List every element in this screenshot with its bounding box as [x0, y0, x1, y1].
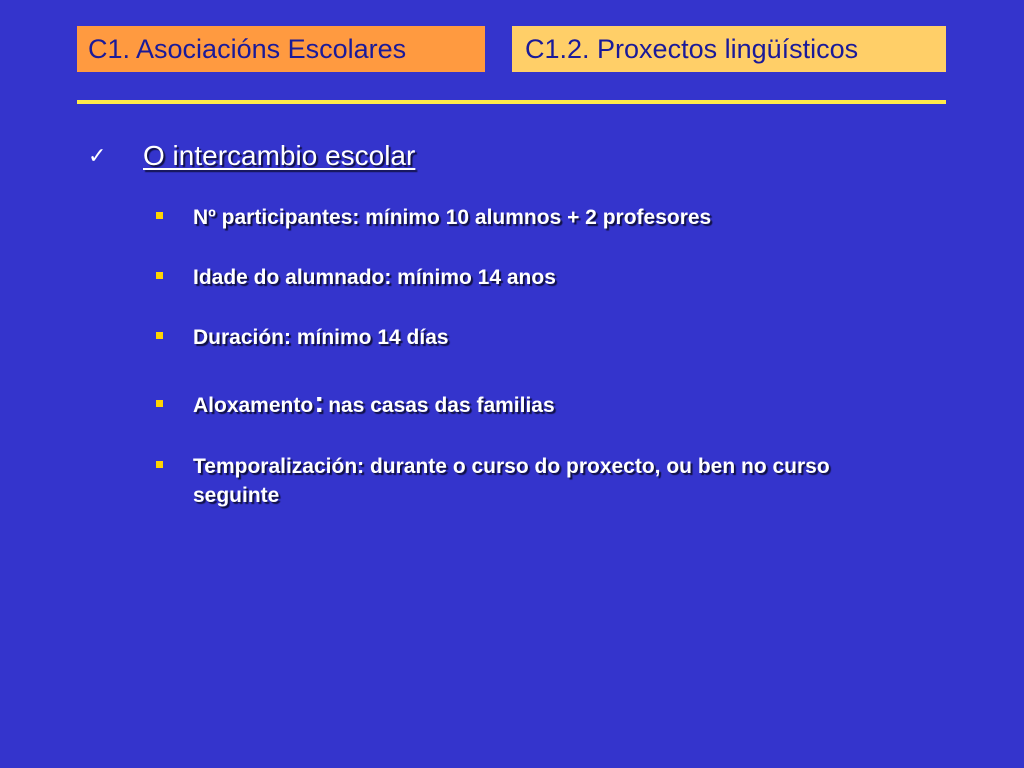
- list-item-value: nas casas das familias: [328, 394, 555, 417]
- list-item-separator: :: [314, 386, 325, 419]
- list-item-text: [193, 386, 555, 420]
- square-bullet-icon: [156, 212, 163, 219]
- list-item-timing: [156, 452, 916, 510]
- square-bullet-icon: [156, 400, 163, 407]
- list-item-participants: [156, 203, 916, 232]
- list-item-accommodation: [156, 386, 916, 420]
- square-bullet-icon: [156, 272, 163, 279]
- header-title-right-text: C1.2. Proxectos lingüísticos: [525, 33, 859, 64]
- list-item-age: [156, 263, 916, 292]
- list-item-text: Temporalización: durante o curso do proxecto, ou ben no curso seguinte: [193, 455, 830, 507]
- section-heading: [88, 140, 415, 172]
- square-bullet-icon: [156, 461, 163, 468]
- list-item-text: Idade do alumnado: mínimo 14 anos: [193, 266, 556, 289]
- list-item-duration: [156, 323, 916, 352]
- header-title-left: [77, 26, 485, 72]
- header-divider: [77, 100, 946, 104]
- section-title: O intercambio escolar: [143, 140, 416, 171]
- list-item-label: Aloxamento: [193, 394, 314, 417]
- header-title-left-text: C1. Asociacións Escolares: [88, 33, 407, 64]
- checkmark-icon: ✓: [88, 143, 107, 169]
- list-item-text: Duración: mínimo 14 días: [193, 326, 449, 349]
- list-item-text: Nº participantes: mínimo 10 alumnos + 2 profesores: [193, 206, 712, 229]
- header-title-right: [512, 26, 946, 72]
- square-bullet-icon: [156, 332, 163, 339]
